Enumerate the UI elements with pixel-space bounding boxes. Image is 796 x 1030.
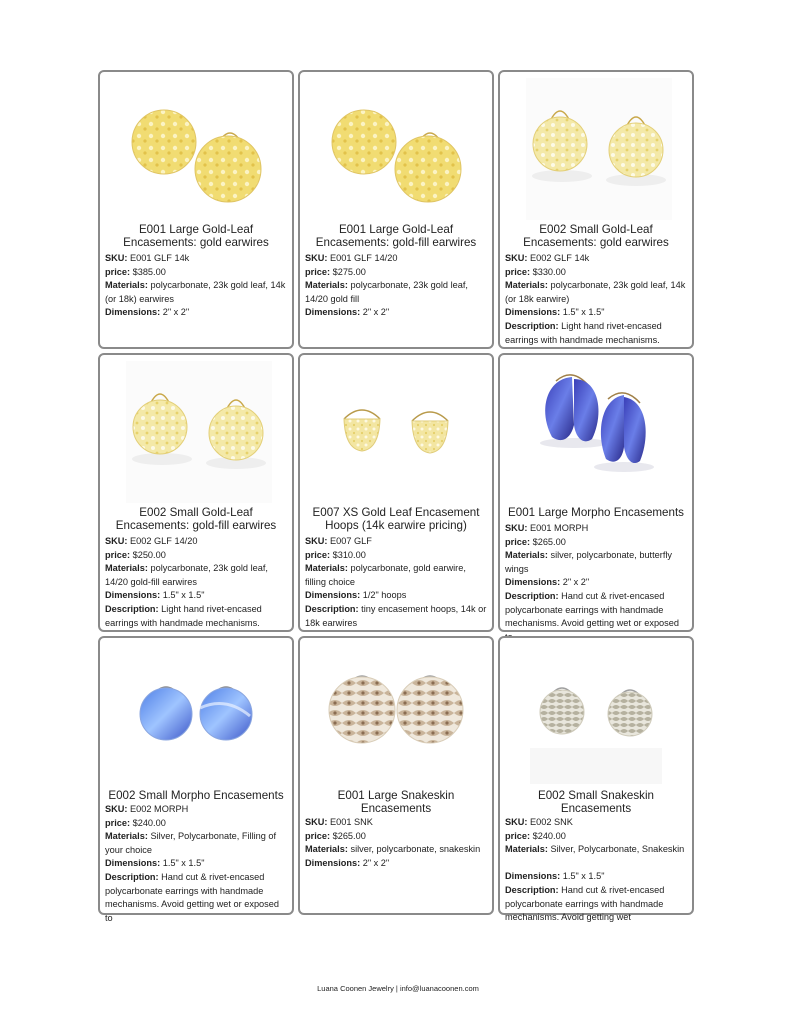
product-materials xyxy=(305,843,489,857)
dimensions-value: 2" x 2" xyxy=(162,307,190,318)
product-title[interactable]: E002 Small Morpho Encasements xyxy=(108,789,284,802)
product-card[interactable] xyxy=(498,636,694,923)
dimensions-value: 2" x 2" xyxy=(362,307,390,318)
description-label: Description: xyxy=(505,885,559,895)
earring-photo-gold-small xyxy=(500,72,692,222)
materials-value: silver, polycarbonate, snakeskin xyxy=(350,844,481,855)
product-price xyxy=(305,830,489,844)
sku-label: SKU: xyxy=(505,523,528,533)
product-card[interactable] xyxy=(298,636,494,915)
materials-label: Materials: xyxy=(105,563,148,574)
product-dimensions xyxy=(105,857,289,871)
product-card[interactable] xyxy=(98,70,294,349)
description-value: Light hand rivet-encased earrings with handmade mechanisms. xyxy=(505,321,662,345)
price-label: price: xyxy=(105,549,131,560)
price-value: $240.00 xyxy=(132,817,166,828)
sku-label: SKU: xyxy=(505,817,528,827)
product-title[interactable]: E002 Small Gold-Leaf Encasements: gold earwires xyxy=(523,223,669,249)
dimensions-label: Dimensions: xyxy=(305,307,361,318)
product-image[interactable] xyxy=(500,72,692,222)
earring-photo-snakeskin-large xyxy=(300,638,492,788)
price-value: $310.00 xyxy=(332,549,366,560)
product-image[interactable] xyxy=(300,638,492,788)
description-label: Description: xyxy=(105,604,159,614)
product-materials xyxy=(105,562,289,589)
earring-photo-snakeskin-small xyxy=(500,638,692,788)
dimensions-value: 1/2" hoops xyxy=(362,590,407,601)
product-sku xyxy=(105,535,289,549)
product-image[interactable] xyxy=(300,355,492,505)
description-label: Description: xyxy=(505,591,559,601)
product-card[interactable] xyxy=(498,70,694,349)
materials-label: Materials: xyxy=(505,280,548,291)
product-card[interactable] xyxy=(298,70,494,349)
dimensions-label: Dimensions: xyxy=(305,857,361,868)
sku-value: E002 MORPH xyxy=(130,804,189,814)
price-label: price: xyxy=(305,549,331,560)
product-title[interactable]: E001 Large Gold-Leaf Encasements: gold earwires xyxy=(123,223,269,249)
sku-value: E001 MORPH xyxy=(530,523,589,533)
price-label: price: xyxy=(105,266,131,277)
price-label: price: xyxy=(505,536,531,547)
product-dimensions xyxy=(305,306,489,320)
price-value: $275.00 xyxy=(332,266,366,277)
dimensions-label: Dimensions: xyxy=(305,590,361,601)
product-image[interactable] xyxy=(100,355,292,505)
product-dimensions xyxy=(105,306,289,320)
price-label: price: xyxy=(505,830,531,841)
product-sku xyxy=(305,535,489,549)
sku-label: SKU: xyxy=(505,253,528,263)
dimensions-label: Dimensions: xyxy=(105,858,161,869)
product-card[interactable] xyxy=(98,636,294,923)
materials-label: Materials: xyxy=(505,844,548,855)
materials-label: Materials: xyxy=(505,550,548,561)
sku-label: SKU: xyxy=(305,817,328,827)
sku-label: SKU: xyxy=(305,253,328,263)
earring-photo-gold-large xyxy=(300,72,492,222)
materials-value: Silver, Polycarbonate, Filling of your choice xyxy=(105,831,277,855)
dimensions-value: 2" x 2" xyxy=(562,577,590,588)
product-description xyxy=(105,871,289,925)
product-dimensions xyxy=(505,870,689,884)
price-label: price: xyxy=(305,266,331,277)
earring-photo-gold-small xyxy=(100,355,292,505)
product-card[interactable] xyxy=(498,353,694,632)
price-value: $250.00 xyxy=(132,549,166,560)
product-price xyxy=(105,817,289,831)
dimensions-label: Dimensions: xyxy=(105,590,161,601)
product-title[interactable]: E001 Large Gold-Leaf Encasements: gold-fill earwires xyxy=(315,223,477,249)
materials-label: Materials: xyxy=(305,280,348,291)
sku-label: SKU: xyxy=(105,253,128,263)
dimensions-value: 1.5" x 1.5" xyxy=(162,858,205,869)
dimensions-value: 1.5" x 1.5" xyxy=(562,307,605,318)
product-image[interactable] xyxy=(100,638,292,788)
materials-value: polycarbonate, 23k gold leaf, 14/20 gold-fill earwires xyxy=(105,563,268,587)
product-dimensions xyxy=(505,576,689,590)
product-title[interactable]: E002 Small Snakeskin Encasements xyxy=(538,789,654,815)
product-dimensions xyxy=(505,306,689,320)
product-price xyxy=(105,549,289,563)
product-dimensions xyxy=(105,589,289,603)
product-sku xyxy=(105,252,289,266)
product-image[interactable] xyxy=(100,72,292,222)
description-value: Light hand rivet-encased earrings with handmade mechanisms. xyxy=(105,604,262,628)
dimensions-label: Dimensions: xyxy=(105,307,161,318)
materials-label: Materials: xyxy=(305,844,348,855)
product-description xyxy=(305,603,489,630)
product-image[interactable] xyxy=(500,355,692,505)
description-value: Hand cut & rivet-encased polycarbonate earrings with handmade mechanisms. Avoid getting wet or exposed xyxy=(505,591,679,629)
product-materials xyxy=(105,279,289,306)
description-label: Description: xyxy=(305,604,359,614)
product-image[interactable] xyxy=(300,72,492,222)
product-description xyxy=(105,603,289,630)
product-materials xyxy=(305,562,489,589)
sku-value: E002 SNK xyxy=(530,817,573,827)
dimensions-label: Dimensions: xyxy=(505,577,561,588)
materials-label: Materials: xyxy=(105,831,148,842)
product-materials xyxy=(505,843,689,857)
price-label: price: xyxy=(305,830,331,841)
product-price xyxy=(305,549,489,563)
price-label: price: xyxy=(505,266,531,277)
materials-value: polycarbonate, 23k gold leaf, 14k (or 18k) earwires xyxy=(105,280,286,304)
product-title[interactable]: E001 Large Snakeskin Encasements xyxy=(337,789,455,815)
price-value: $265.00 xyxy=(532,536,566,547)
product-materials xyxy=(105,830,289,857)
description-value: Hand cut & rivet-encased polycarbonate earrings with handmade mechanisms. Avoid getting wet xyxy=(505,885,665,923)
earring-photo-morpho-large xyxy=(500,355,692,505)
product-title[interactable]: E002 Small Gold-Leaf Encasements: gold-fill earwires xyxy=(115,506,277,532)
dimensions-value: 1.5" x 1.5" xyxy=(562,871,605,882)
materials-value: polycarbonate, gold earwire, filling choice xyxy=(305,563,466,587)
product-sku xyxy=(105,803,289,817)
product-title[interactable]: E007 XS Gold Leaf Encasement Hoops (14k earwire pricing) xyxy=(312,506,480,532)
product-sku xyxy=(505,522,689,536)
product-dimensions xyxy=(305,589,489,603)
product-dimensions xyxy=(305,857,489,871)
materials-value: polycarbonate, 23k gold leaf, 14/20 gold fill xyxy=(305,280,468,304)
description-label: Description: xyxy=(105,872,159,882)
materials-value: Silver, Polycarbonate, Snakeskin xyxy=(550,844,685,855)
sku-label: SKU: xyxy=(305,536,328,546)
product-description xyxy=(505,884,689,925)
product-price xyxy=(305,266,489,280)
earring-photo-gold-xs xyxy=(300,355,492,505)
sku-value: E007 GLF xyxy=(330,536,372,546)
dimensions-label: Dimensions: xyxy=(505,871,561,882)
product-materials xyxy=(305,279,489,306)
product-sku xyxy=(505,252,689,266)
product-card[interactable] xyxy=(98,353,294,632)
price-value: $330.00 xyxy=(532,266,566,277)
product-materials xyxy=(505,549,689,576)
sku-value: E001 GLF 14/20 xyxy=(330,253,398,263)
materials-value: silver, polycarbonate, butterfly wings xyxy=(505,550,673,574)
earring-photo-gold-large xyxy=(100,72,292,222)
description-value: tiny encasement hoops, 14k or 18k earwires xyxy=(305,604,487,628)
product-card[interactable] xyxy=(298,353,494,632)
product-image[interactable] xyxy=(500,638,692,788)
product-sku xyxy=(305,816,489,830)
product-sku xyxy=(505,816,689,830)
sku-value: E002 GLF 14/20 xyxy=(130,536,198,546)
materials-label: Materials: xyxy=(105,280,148,291)
price-value: $240.00 xyxy=(532,830,566,841)
price-value: $265.00 xyxy=(332,830,366,841)
earring-photo-morpho-small xyxy=(100,638,292,788)
dimensions-value: 2" x 2" xyxy=(362,857,390,868)
product-price xyxy=(505,536,689,550)
dimensions-value: 1.5" x 1.5" xyxy=(162,590,205,601)
description-value: Hand cut & rivet-encased polycarbonate earrings with handmade mechanisms. Avoid getting wet or exposed to xyxy=(105,872,279,923)
dimensions-label: Dimensions: xyxy=(505,307,561,318)
product-sku xyxy=(305,252,489,266)
product-materials xyxy=(505,279,689,306)
materials-value: polycarbonate, 23k gold leaf, 14k (or 18k earwire) xyxy=(505,280,686,304)
page-footer: Luana Coonen Jewelry | info@luanacoonen.com xyxy=(317,984,479,993)
product-description xyxy=(505,320,689,347)
product-price xyxy=(505,266,689,280)
sku-value: E001 GLF 14k xyxy=(130,253,190,263)
description-label: Description: xyxy=(505,321,559,331)
sku-label: SKU: xyxy=(105,804,128,814)
sku-label: SKU: xyxy=(105,536,128,546)
product-price xyxy=(105,266,289,280)
materials-label: Materials: xyxy=(305,563,348,574)
sku-value: E002 GLF 14k xyxy=(530,253,590,263)
price-label: price: xyxy=(105,817,131,828)
product-price xyxy=(505,830,689,844)
product-title[interactable]: E001 Large Morpho Encasements xyxy=(508,506,684,519)
price-value: $385.00 xyxy=(132,266,166,277)
sku-value: E001 SNK xyxy=(330,817,373,827)
